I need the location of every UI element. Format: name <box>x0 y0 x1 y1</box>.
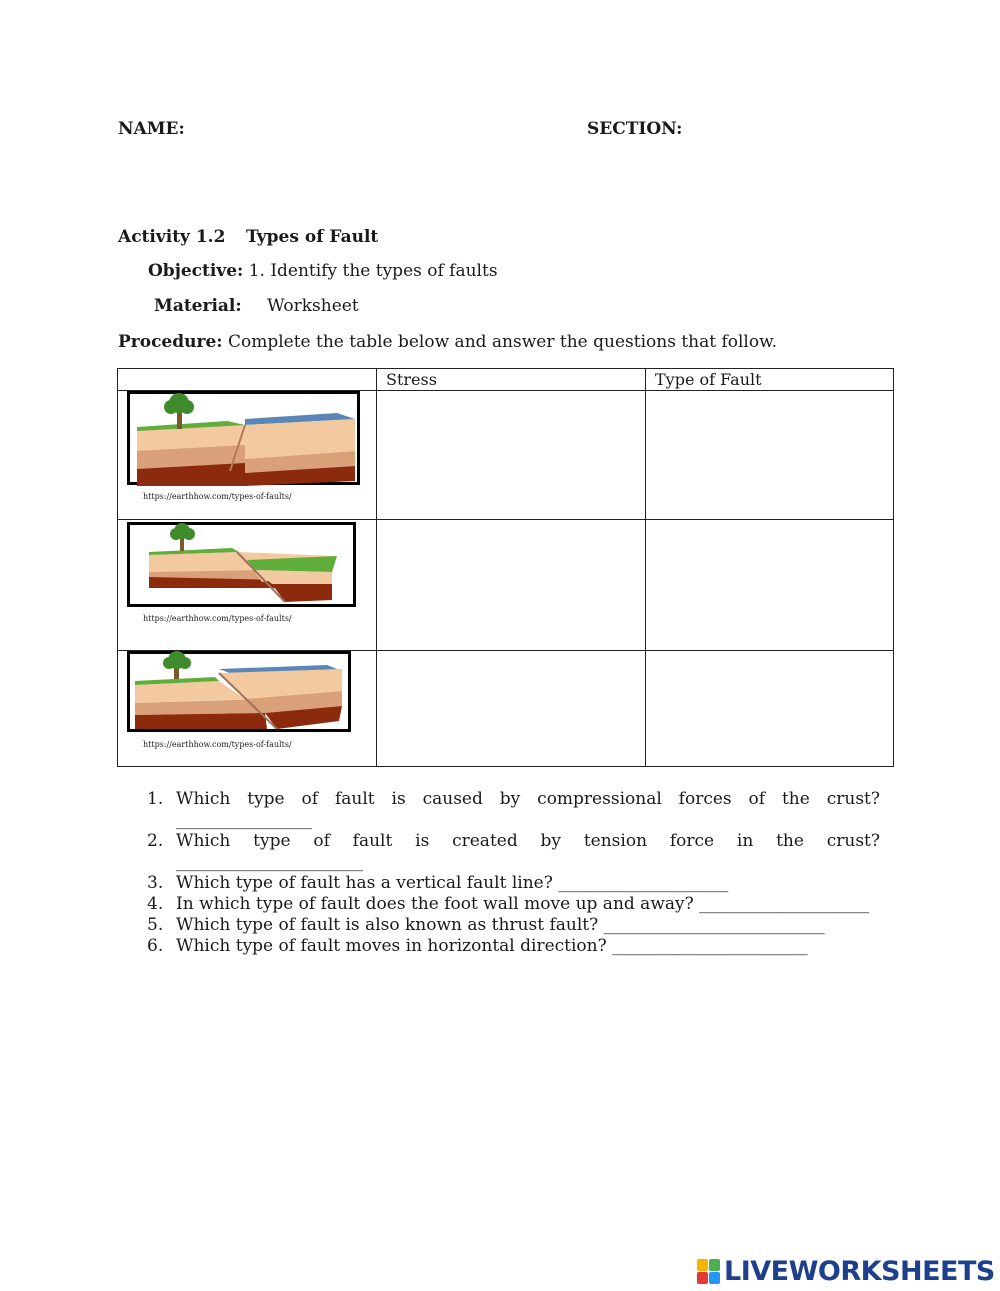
table-row <box>118 520 894 651</box>
answer-blank[interactable]: _______________________ <box>612 936 808 956</box>
image-source: https://earthhow.com/types-of-faults/ <box>143 614 292 623</box>
thrust-fault-diagram <box>127 651 357 737</box>
question-item <box>147 789 880 831</box>
question-number: 6. <box>147 936 164 956</box>
question-text: Which type of fault is created by tension force in the crust? <box>176 831 880 851</box>
answer-blank[interactable]: ______________________ <box>176 852 363 872</box>
question-text: Which type of fault is caused by compressional forces of the crust? <box>176 789 880 809</box>
stress-cell[interactable] <box>377 520 646 651</box>
procedure-text: Complete the table below and answer the questions that follow. <box>227 332 778 352</box>
section-label: SECTION: <box>587 119 683 139</box>
question-item <box>147 831 880 873</box>
fault-type-cell[interactable] <box>646 520 894 651</box>
objective-text: 1. Identify the types of faults <box>248 261 498 281</box>
procedure-label: Procedure: <box>118 332 223 352</box>
question-number: 1. <box>147 789 164 809</box>
question-number: 2. <box>147 831 164 851</box>
procedure-line <box>118 332 777 352</box>
brand-wordmark: LIVEWORKSHEETS <box>724 1256 995 1287</box>
question-list <box>147 789 880 957</box>
answer-blank[interactable]: __________________________ <box>603 915 825 935</box>
image-source: https://earthhow.com/types-of-faults/ <box>143 740 292 749</box>
stress-cell[interactable] <box>377 391 646 520</box>
objective-label: Objective: <box>148 261 244 281</box>
material-line <box>154 296 359 316</box>
fault-type-cell[interactable] <box>646 391 894 520</box>
question-number: 3. <box>147 873 164 893</box>
fault-type-cell[interactable] <box>646 651 894 767</box>
question-item <box>147 894 880 915</box>
activity-number: Activity 1.2 <box>118 227 226 247</box>
fault-table <box>117 368 894 767</box>
table-row <box>118 391 894 520</box>
header-image <box>118 369 377 391</box>
question-item <box>147 873 880 894</box>
table-header-row <box>118 369 894 391</box>
question-item <box>147 915 880 936</box>
reverse-fault-diagram <box>127 522 362 612</box>
normal-fault-diagram <box>127 391 362 489</box>
question-text: Which type of fault moves in horizontal direction? <box>176 936 607 956</box>
fault-image-cell <box>118 651 377 767</box>
question-text: Which type of fault is also known as thrust fault? <box>176 915 599 935</box>
liveworksheets-logo[interactable] <box>697 1256 995 1287</box>
live-blocks-icon <box>697 1259 721 1285</box>
question-item <box>147 936 880 957</box>
name-label: NAME: <box>118 119 185 139</box>
question-text: Which type of fault has a vertical fault line? <box>176 873 553 893</box>
fault-image-cell <box>118 391 377 520</box>
question-number: 4. <box>147 894 164 914</box>
activity-title: Types of Fault <box>246 227 379 247</box>
question-number: 5. <box>147 915 164 935</box>
table-row <box>118 651 894 767</box>
activity-heading <box>118 227 378 247</box>
material-text: Worksheet <box>267 296 359 316</box>
answer-blank[interactable]: ____________________ <box>558 873 729 893</box>
stress-cell[interactable] <box>377 651 646 767</box>
image-source: https://earthhow.com/types-of-faults/ <box>143 492 292 501</box>
answer-blank[interactable]: ________________ <box>176 810 312 830</box>
question-text: In which type of fault does the foot wall move up and away? <box>176 894 694 914</box>
header-type-of-fault: Type of Fault <box>646 369 894 391</box>
header-stress: Stress <box>377 369 646 391</box>
material-label: Material: <box>154 296 242 316</box>
answer-blank[interactable]: ____________________ <box>699 894 870 914</box>
objective-line <box>148 261 498 281</box>
fault-image-cell <box>118 520 377 651</box>
